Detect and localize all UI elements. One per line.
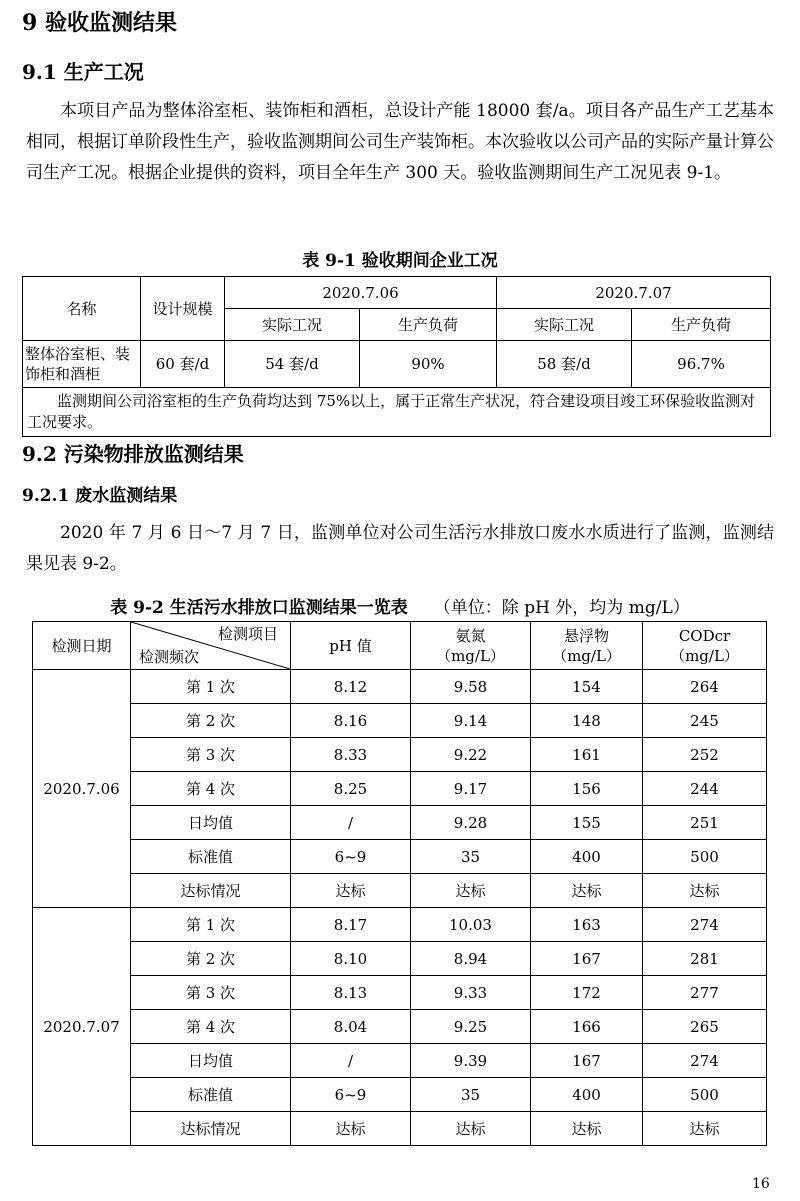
table-cell: 9.25 [411,1010,531,1044]
table-cell: 9.14 [411,704,531,738]
table-row [33,1112,767,1146]
table-row [33,704,767,738]
table-cell: 日均值 [131,1044,291,1078]
cell-product-name: 整体浴室柜、装饰柜和酒柜 [23,341,141,388]
header-ammonia-unit: （mg/L） [436,646,505,665]
table-cell: 第 1 次 [131,670,291,704]
table-row [33,874,767,908]
table-9-1-caption: 表 9-1 验收期间企业工况 [302,251,498,271]
table-cell: 第 4 次 [131,1010,291,1044]
table-cell: 8.04 [291,1010,411,1044]
header-suspended-solids [531,622,643,670]
table-cell: 265 [643,1010,767,1044]
header-date-2: 2020.7.07 [497,277,771,309]
table-cell: 156 [531,772,643,806]
table-cell: 第 1 次 [131,908,291,942]
section-heading-9-2: 9.2 污染物排放监测结果 [22,442,244,466]
header-ammonia [411,622,531,670]
table-cell: 500 [643,1078,767,1112]
table-cell: 8.13 [291,976,411,1010]
section-9-2-1-paragraph: 2020 年 7 月 6 日～7 月 7 日，监测单位对公司生活污水排放口废水水质进行了监测，监测结果见表 9-2。 [26,523,774,574]
table-cell: 达标 [531,874,643,908]
header-design-capacity: 设计规模 [141,277,225,341]
table-cell: 274 [643,1044,767,1078]
table-cell: 167 [531,942,643,976]
header-cod-name: CODcr [678,626,731,645]
table-cell: 第 3 次 [131,738,291,772]
table-cell: / [291,1044,411,1078]
header-actual-1: 实际工况 [225,309,360,341]
header-diagonal-cell [131,622,291,670]
table-cell: 日均值 [131,806,291,840]
header-ph: pH 值 [291,622,411,670]
table-cell: 达标 [411,874,531,908]
table-row [33,976,767,1010]
table-cell: 8.94 [411,942,531,976]
table-cell: 达标 [531,1112,643,1146]
cell-design: 60 套/d [141,341,225,388]
table-row [33,1078,767,1112]
table-cell: 251 [643,806,767,840]
table-cell: 第 4 次 [131,772,291,806]
table-cell: 达标 [291,874,411,908]
table-cell: 达标 [643,874,767,908]
table-row [33,1044,767,1078]
table-row [33,942,767,976]
header-name: 名称 [23,277,141,341]
table-9-2-caption-line [26,596,774,620]
cell-load-1: 90% [360,341,497,388]
table-cell: 6~9 [291,1078,411,1112]
table-row [33,772,767,806]
table-cell: 400 [531,840,643,874]
table-cell: 8.10 [291,942,411,976]
table-cell: 第 2 次 [131,704,291,738]
table-cell: 达标情况 [131,1112,291,1146]
header-test-frequency: 检测频次 [139,648,200,666]
table-cell: 277 [643,976,767,1010]
chapter-heading: 9 验收监测结果 [22,10,177,36]
table-row [33,908,767,942]
table-cell: 163 [531,908,643,942]
table-cell: 8.33 [291,738,411,772]
table-cell: 264 [643,670,767,704]
table-cell: 35 [411,840,531,874]
table-cell: 9.39 [411,1044,531,1078]
table-cell: 172 [531,976,643,1010]
cell-test-date: 2020.7.07 [33,908,131,1146]
table-cell: 167 [531,1044,643,1078]
table-row [33,670,767,704]
table-cell: 标准值 [131,840,291,874]
header-ammonia-name: 氨氮 [455,626,486,645]
header-codcr [643,622,767,670]
header-test-item: 检测项目 [217,625,278,643]
table-9-2 [32,621,767,1146]
table-cell: 8.17 [291,908,411,942]
header-load-1: 生产负荷 [360,309,497,341]
page-number: 16 [752,1176,770,1192]
table-cell: 达标 [411,1112,531,1146]
header-actual-2: 实际工况 [497,309,632,341]
header-cod-unit: （mg/L） [670,646,739,665]
table-cell: 达标情况 [131,874,291,908]
table-9-1 [22,276,771,437]
cell-actual-1: 54 套/d [225,341,360,388]
table-row [33,840,767,874]
table-cell: 166 [531,1010,643,1044]
table-cell: 9.22 [411,738,531,772]
table-cell: 达标 [643,1112,767,1146]
table-cell: 400 [531,1078,643,1112]
table-cell: 第 3 次 [131,976,291,1010]
table-cell: / [291,806,411,840]
section-heading-9-1: 9.1 生产工况 [22,60,144,84]
table-cell: 8.16 [291,704,411,738]
table-cell: 154 [531,670,643,704]
table-cell: 8.25 [291,772,411,806]
table-cell: 8.12 [291,670,411,704]
table-row [33,806,767,840]
table-cell: 161 [531,738,643,772]
table-cell: 155 [531,806,643,840]
header-ss-unit: （mg/L） [552,646,621,665]
table-cell: 6~9 [291,840,411,874]
table-9-1-note: 监测期间公司浴室柜的生产负荷均达到 75%以上，属于正常生产状况，符合建设项目竣工环保验收监测对工况要求。 [23,388,771,437]
table-cell: 35 [411,1078,531,1112]
cell-actual-2: 58 套/d [497,341,632,388]
section-heading-9-2-1: 9.2.1 废水监测结果 [22,486,178,506]
table-cell: 9.58 [411,670,531,704]
table-cell: 9.33 [411,976,531,1010]
table-cell: 245 [643,704,767,738]
header-load-2: 生产负荷 [632,309,771,341]
table-row [33,738,767,772]
table-cell: 148 [531,704,643,738]
table-cell: 第 2 次 [131,942,291,976]
table-cell: 9.28 [411,806,531,840]
cell-load-2: 96.7% [632,341,771,388]
table-cell: 281 [643,942,767,976]
table-cell: 274 [643,908,767,942]
table-row [33,1010,767,1044]
table-9-2-unit-note: （单位：除 pH 外，均为 mg/L） [433,598,690,618]
table-cell: 10.03 [411,908,531,942]
table-9-2-caption: 表 9-2 生活污水排放口监测结果一览表 [110,598,408,618]
table-cell: 252 [643,738,767,772]
header-test-date: 检测日期 [33,622,131,670]
table-cell: 500 [643,840,767,874]
table-cell: 244 [643,772,767,806]
header-date-1: 2020.7.06 [225,277,497,309]
cell-test-date: 2020.7.06 [33,670,131,908]
table-cell: 9.17 [411,772,531,806]
table-cell: 达标 [291,1112,411,1146]
header-ss-name: 悬浮物 [563,626,609,645]
section-9-1-paragraph: 本项目产品为整体浴室柜、装饰柜和酒柜，总设计产能 18000 套/a。项目各产品生产工艺基本相同，根据订单阶段性生产，验收监测期间公司生产装饰柜。本次验收以公司产品的实际产量计算公司生产工况。根据企业提供的资料，项目全年生产 300 天。验收监测期间生产工况见表 9-1。 [26,101,774,183]
table-cell: 标准值 [131,1078,291,1112]
